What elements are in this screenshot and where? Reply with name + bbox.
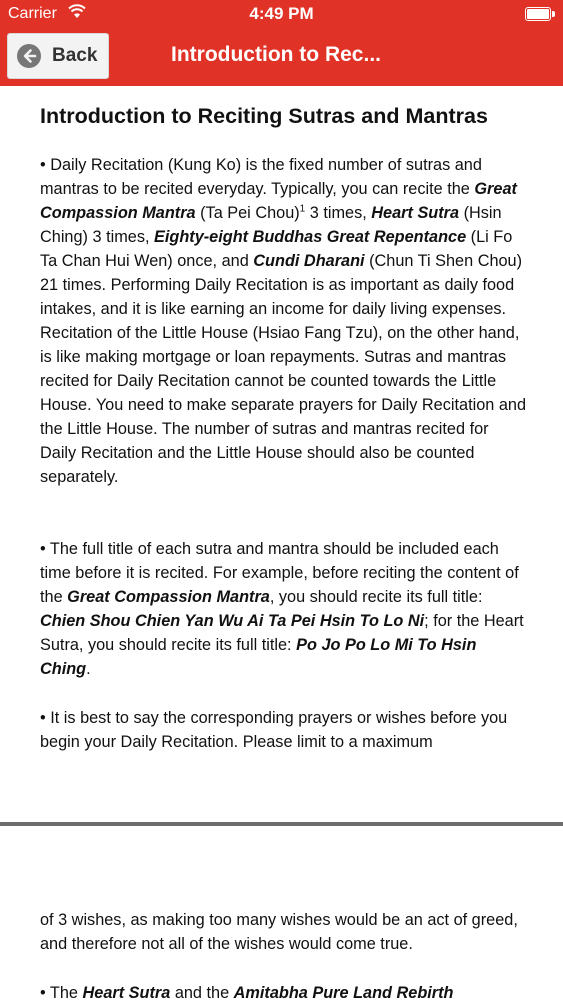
emphasis-text: Heart Sutra <box>82 984 171 1002</box>
footnote-marker[interactable]: 1 <box>299 203 306 215</box>
emphasis-text: Po Jo Po Lo Mi To Hsin Ching <box>40 636 477 678</box>
navigation-bar <box>0 28 563 86</box>
emphasis-text: Great Compassion Mantra <box>67 588 270 606</box>
battery-icon <box>525 7 551 21</box>
paragraph-prayers: • It is best to say the corresponding prayers or wishes before you begin your Daily Recitation. Please limit to a maximum <box>40 709 508 751</box>
paragraph-daily-recitation: • Daily Recitation (Kung Ko) is the fixed number of sutras and mantras to be recited everyday. Typically, you can recite the Great Compassion Mantra (Ta Pei Chou)$^1$ 3 times, Heart Sutra (Hsin Ching) 3 times, Eighty-eight Buddhas Great Repentance (Li Fo Ta Chan Hui Wen) once, and Cundi Dharani (Chun Ti Shen Chou) 21 times. Performing Daily Recitation is as important as daily food intakes, and it is like earning an income for daily living expenses. Recitation of the Little House (Hsiao Fang Tzu), on the other hand, is like making mortgage or loan repayments. Sutras and mantras recited for Daily Recitation cannot be counted towards the Little House. You need to make separate prayers for Daily Recitation and the Little House. The number of sutras and mantras recited for Daily Recitation and the Little House should also be counted separately. <box>40 156 527 486</box>
nav-title: Introduction to Rec... <box>171 43 381 66</box>
clock: 4:49 PM <box>249 4 314 23</box>
emphasis-text: Amitabha Pure Land Rebirth <box>233 984 454 1002</box>
back-button[interactable] <box>7 33 109 79</box>
emphasis-text: Heart Sutra <box>371 204 460 222</box>
emphasis-text: Cundi Dharani <box>253 252 365 270</box>
paragraph-heart-sutra: • The Heart Sutra and the Amitabha Pure Land Rebirth <box>40 984 454 1002</box>
emphasis-text: Great Compassion Mantra <box>40 180 517 222</box>
back-button-label: Back <box>52 45 98 66</box>
page-break-divider <box>0 822 563 826</box>
emphasis-text: Chien Shou Chien Yan Wu Ai Ta Pei Hsin To Lo Ni <box>40 612 425 630</box>
paragraph-full-title: • The full title of each sutra and mantra should be included each time before it is recited. For example, before reciting the content of the Great Compassion Mantra, you should recite its full title: Chien Shou Chien Yan Wu Ai Ta Pei Hsin To Lo Ni; for the Heart Sutra, you should recite its full title: Po Jo Po Lo Mi To Hsin Ching. <box>40 540 524 678</box>
emphasis-text: Eighty-eight Buddhas Great Repentance <box>154 228 467 246</box>
paragraph-prayers-continued: of 3 wishes, as making too many wishes would be an act of greed, and therefore not all of the wishes would come true. <box>40 911 518 953</box>
carrier-label: Carrier <box>8 5 57 22</box>
back-arrow-icon <box>17 44 41 68</box>
page-title: Introduction to Reciting Sutras and Mantras <box>40 104 488 128</box>
status-bar <box>0 0 563 28</box>
